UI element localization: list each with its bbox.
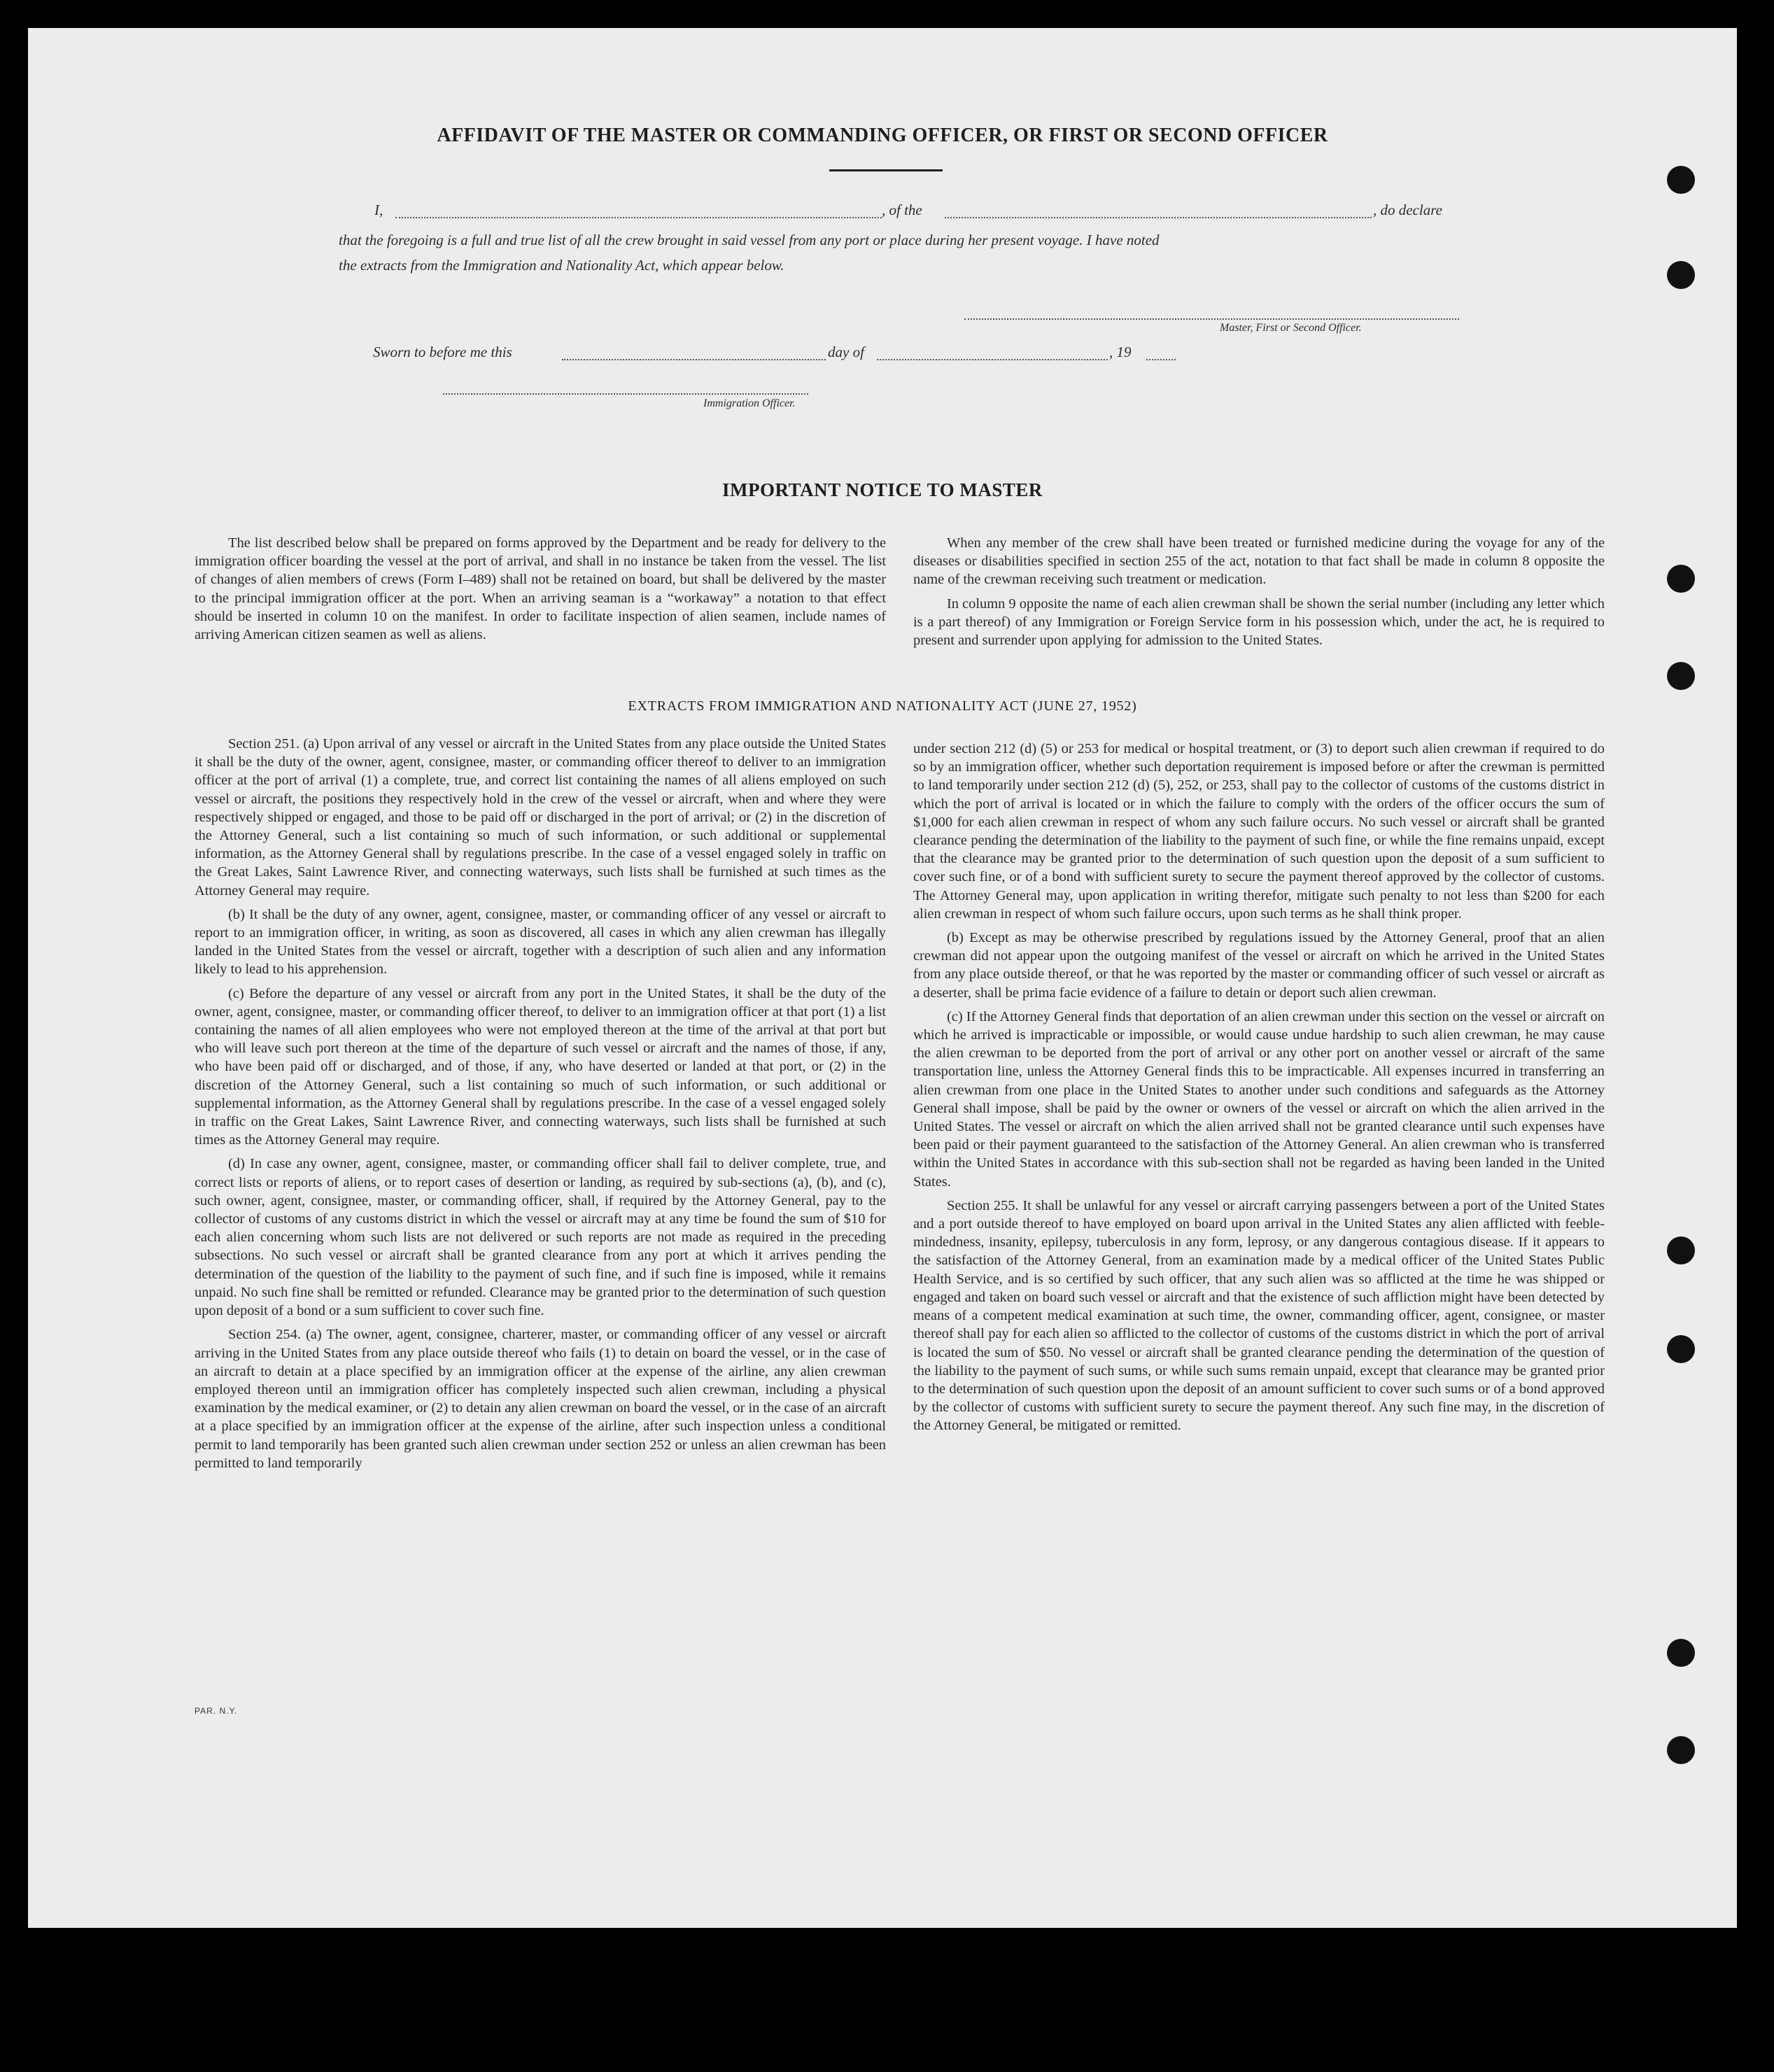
affidavit-line-3: the extracts from the Immigration and Nationality Act, which appear below.	[339, 257, 784, 274]
section-254-a-continued: under section 212 (d) (5) or 253 for medical or hospital treatment, or (3) to deport such alien crewman if required to do so by an immigration officer, whether such deportation requirement is imposed before or after the crewman is permitted to land temporarily under section 212 (d) (5), 252, or 253, shall pay to the collector of customs of the customs district in which the port of arrival is located or in which the failure to comply with the orders of the officer occurs the sum of $1,000 for each alien crewman in respect of whom any such failure occurs. No such vessel or aircraft shall be granted clearance pending the determination of the liability to the payment of such fine, or while the fine remains unpaid, except that the clearance may be granted prior to the determination of such question upon the deposit of a sum sufficient to cover such fine, or of a bond with sufficient surety to secure the payment thereof approved by the collector of customs. The Attorney General may, upon application in writing therefor, mitigate such penalty to not less than $200 for each alien crewman in respect of whom such failure occurs, upon such terms as he shall think proper.	[913, 741, 1605, 922]
section-255: Section 255. It shall be unlawful for any vessel or aircraft carrying passengers between a port of the United States and a port outside thereof to have employed on board upon arrival in the United States any alien afflicted with feeble-mindedness, insanity, epilepsy, tuberculosis in any form, leprosy, or any dangerous contagious disease. If it appears to the satisfaction of the Attorney General, from an examination made by a medical officer of the United States Public Health Service, and is so certified by such officer, that any such alien was so afflicted at the time he was shipped or engaged and taken on board such vessel or aircraft and that the existence of such affliction might have been detected by means of a competent medical examination at such time, the owner, commanding officer, agent, consignee, or master thereof shall pay for each alien so afflicted to the collector of customs of the customs district in which the port of arrival is located the sum of $50. No vessel or aircraft shall be granted clearance pending the determination of the question of the liability to the payment of such sums, or while such sums remain unpaid, except that clearance may be granted prior to the determination of such question upon the deposit of an amount sufficient to cover such sums or of a bond approved by the collector of customs with sufficient surety to secure the payment thereof. Any such fine may, in the discretion of the Attorney General, be mitigated or remitted.	[913, 1197, 1605, 1434]
declarant-label: I,	[374, 202, 383, 218]
sworn-month-field[interactable]	[877, 359, 1108, 360]
section-251-a: Section 251. (a) Upon arrival of any vessel or aircraft in the United States from any place outside the United States it shall be the duty of the owner, agent, consignee, master, or commanding officer thereof to deliver to an immigration officer at the port of arrival (1) a complete, true, and correct list containing the names of all aliens employed on such vessel or aircraft, the positions they respectively hold in the crew of the vessel or aircraft, when and where they were respectively shipped or engaged, and those to be paid off or discharged in the port of arrival; or (2) in the discretion of the Attorney General, such a list containing so much of such information, or such additional or supplemental information, as the Attorney General shall by regulations prescribe. In the case of a vessel engaged solely in traffic on the Great Lakes, Saint Lawrence River, and connecting waterways, such lists shall be furnished at such times as the Attorney General may require.	[195, 736, 886, 898]
section-254-a: Section 254. (a) The owner, agent, consignee, charterer, master, or commanding officer of any vessel or aircraft arriving in the United States from any place outside thereof who fails (1) to detain on board the vessel, or in the case of an aircraft to detain at a place specified by an immigration officer at the expense of the airline, any alien crewman employed thereon until an immigration officer has completely inspected such alien crewman, including a physical examination by the medical examiner, or (2) to detain any alien crewman on board the vessel, or in the case of an aircraft at a place specified by an immigration officer at the expense of the airline, after such inspection unless a conditional permit to land temporarily has been granted such alien crewman under section 252 or unless an alien crewman has been permitted to land temporarily	[195, 1327, 886, 1471]
day-of-label: day of	[828, 344, 864, 360]
notice-right-column	[913, 534, 1605, 655]
notice-left-column	[195, 534, 886, 649]
sworn-label: Sworn to before me this	[373, 344, 512, 360]
master-signature-field[interactable]	[964, 318, 1459, 320]
extracts-right-column	[913, 740, 1605, 1441]
extracts-left-column	[195, 735, 886, 1478]
vessel-name-field[interactable]	[945, 217, 1372, 218]
sworn-year-field[interactable]	[1146, 359, 1176, 360]
officer-caption: Immigration Officer.	[703, 397, 796, 409]
punch-hole-5	[1667, 1236, 1695, 1264]
punch-hole-7	[1667, 1639, 1695, 1667]
notice-right-paragraph-2: In column 9 opposite the name of each alien crewman shall be shown the serial number (including any letter which is a part thereof) of any Immigration or Foreign Service form in his possession which, under the act, he is required to present and surrender upon applying for admission to the United States.	[913, 595, 1605, 649]
section-251-b: (b) It shall be the duty of any owner, agent, consignee, master, or commanding officer of any vessel or aircraft to report to an immigration officer, in writing, as soon as discovered, all cases in which any alien crewman has illegally landed in the United States from the vessel or aircraft, together with a description of such alien and any information likely to lead to his apprehension.	[195, 906, 886, 978]
sworn-day-field[interactable]	[562, 359, 826, 360]
notice-title: IMPORTANT NOTICE TO MASTER	[722, 479, 1043, 500]
punch-hole-2	[1667, 261, 1695, 289]
form-page	[28, 28, 1737, 1928]
section-254-b: (b) Except as may be otherwise prescribed by regulations issued by the Attorney General, proof that an alien crewman did not appear upon the outgoing manifest of the vessel or aircraft on which he arrived in the United States from any place outside thereof, or that he was reported by the master or commanding officer of such vessel or aircraft as a deserter, shall be prima facie evidence of a failure to detain or deport such alien crewman.	[913, 930, 1605, 1001]
declare-label: , do declare	[1373, 202, 1442, 218]
vessel-label: , of the	[882, 202, 922, 218]
affidavit-line-2: that the foregoing is a full and true list of all the crew brought in said vessel from any port or place during her present voyage. I have noted	[339, 232, 1160, 248]
affidavit-title: AFFIDAVIT OF THE MASTER OR COMMANDING OFFICER, OR FIRST OR SECOND OFFICER	[437, 125, 1328, 146]
punch-hole-6	[1667, 1335, 1695, 1363]
extracts-title: EXTRACTS FROM IMMIGRATION AND NATIONALITY ACT (JUNE 27, 1952)	[628, 698, 1137, 714]
notice-right-paragraph-1: When any member of the crew shall have been treated or furnished medicine during the voyage for any of the diseases or disabilities specified in section 255 of the act, notation to that fact shall be made in column 8 opposite the name of the crewman receiving such treatment or medication.	[913, 535, 1605, 588]
punch-hole-3	[1667, 565, 1695, 593]
officer-signature-field[interactable]	[443, 393, 808, 395]
master-caption: Master, First or Second Officer.	[1220, 322, 1362, 334]
declarant-name-field[interactable]	[395, 217, 882, 218]
punch-hole-8	[1667, 1736, 1695, 1764]
section-251-c: (c) Before the departure of any vessel or aircraft from any port in the United States, it shall be the duty of the owner, agent, consignee, master, or commanding officer thereof, to deliver to an immigration officer at that port (1) a list containing the names of all alien employees who were not employed thereon at the time of the arrival at that port but who will leave such port thereon at the time of the departure of such vessel or aircraft and the names of those, if any, who have been paid off or discharged, and of those, if any, who have deserted or landed at that port, or (2) in the discretion of the Attorney General, such a list containing so much of such information, or such additional or supplemental information, as the Attorney General shall by regulations prescribe. In the case of a vessel engaged solely in traffic on the Great Lakes, Saint Lawrence River, and connecting waterways, such lists shall be furnished at such times as the Attorney General may require.	[195, 985, 886, 1148]
printer-mark: PAR. N.Y.	[195, 1706, 238, 1716]
punch-hole-1	[1667, 166, 1695, 194]
title-rule	[829, 169, 943, 171]
year-label: , 19	[1109, 344, 1132, 360]
punch-hole-4	[1667, 662, 1695, 690]
section-254-c: (c) If the Attorney General finds that deportation of an alien crewman under this section on the vessel or aircraft on which he arrived is impracticable or impossible, or would cause undue hardship to such alien crewman, he may cause the alien crewman to be deported from the port of arrival or any other port on another vessel or aircraft of the same transportation line, unless the Attorney General finds this to be impracticable. All expenses incurred in transferring an alien crewman from one place in the United States to another under such conditions and safeguards as the Attorney General shall impose, shall be paid by the owner or owners of the vessel or aircraft on which the alien arrived in the United States. The vessel or aircraft on which the alien arrived shall not be granted clearance until such expenses have been paid or their payment guaranteed to the satisfaction of the Attorney General. An alien crewman who is transferred within the United States in accordance with this sub-section shall not be regarded as having been landed in the United States.	[913, 1008, 1605, 1190]
notice-left-paragraph: The list described below shall be prepared on forms approved by the Department and be ready for delivery to the immigration officer boarding the vessel at the port of arrival, and shall in no instance be taken from the vessel. The list of changes of alien members of crews (Form I–489) shall not be retained on board, but shall be delivered by the master to the principal immigration officer at the port. When an arriving seaman is a “workaway” a notation to that effect should be inserted in column 10 on the manifest. In order to facilitate inspection of alien seamen, include names of arriving American citizen seamen as well as aliens.	[195, 535, 886, 643]
section-251-d: (d) In case any owner, agent, consignee, master, or commanding officer shall fail to deliver complete, true, and correct lists or reports of aliens, or to report cases of desertion or landing, as required by sub-sections (a), (b), and (c), such owner, agent, consignee, master, or commanding officer, shall, if required by the Attorney General, pay to the collector of customs of any customs district in which the vessel or aircraft may at any time be found the sum of $10 for each alien concerning whom such lists are not delivered or such reports are not made as required in the preceding subsections. No such vessel or aircraft shall be granted clearance from any port at which it arrives pending the determination of the question of the liability to the payment of such fine, and if such fine is imposed, while it remains unpaid. No such fine shall be remitted or refunded. Clearance may be granted prior to the determination of such question upon deposit of a bond or a sum sufficient to cover such fine.	[195, 1156, 886, 1319]
